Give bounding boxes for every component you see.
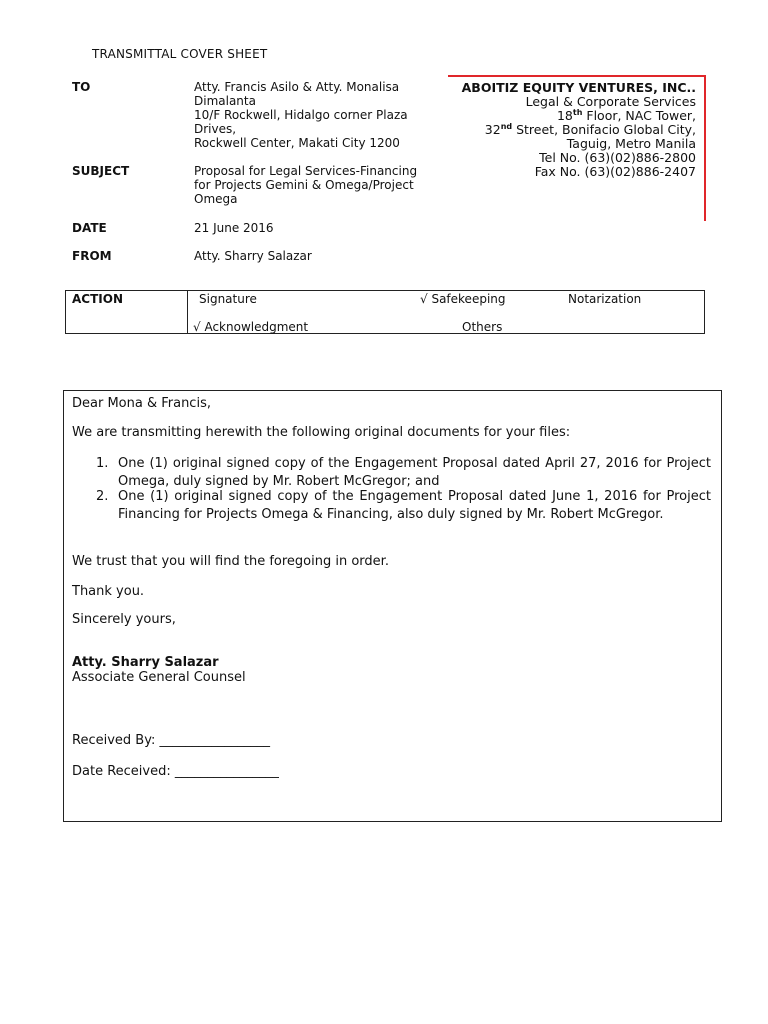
action-acknowledgment: √ Acknowledgment — [193, 320, 309, 334]
company-street: 32nd Street, Bonifacio Global City, — [484, 121, 696, 137]
salutation: Dear Mona & Francis, — [72, 396, 211, 411]
to-line: Rockwell Center, Makati City 1200 — [194, 136, 400, 150]
action-safekeeping: √ Safekeeping — [420, 292, 506, 306]
to-line: Dimalanta — [194, 94, 256, 108]
date-received-field: Date Received: ________________ — [72, 764, 279, 779]
signer-name: Atty. Sharry Salazar — [72, 655, 219, 670]
from-value: Atty. Sharry Salazar — [194, 249, 312, 263]
company-department: Legal & Corporate Services — [525, 94, 696, 109]
to-label: TO — [72, 80, 91, 94]
company-address — [462, 81, 696, 179]
subject-line: Proposal for Legal Services-Financing — [194, 164, 418, 178]
action-signature: Signature — [199, 292, 257, 306]
to-line: Drives, — [194, 122, 237, 136]
list-item-text: One (1) original signed copy of the Engagement Proposal dated April 27, 2016 for Project Omega, duly signed by Mr. Robert McGregor; and — [118, 456, 711, 489]
action-others: Others — [462, 320, 503, 334]
subject-value — [194, 164, 417, 206]
received-by-field: Received By: _________________ — [72, 733, 270, 748]
company-fax: Fax No. (63)(02)886-2407 — [534, 164, 696, 179]
action-table — [65, 290, 705, 334]
action-notarization: Notarization — [568, 292, 642, 306]
company-name: ABOITIZ EQUITY VENTURES, INC.. — [461, 80, 696, 95]
signer-title: Associate General Counsel — [72, 670, 246, 685]
company-floor: 18th Floor, NAC Tower, — [556, 107, 696, 123]
to-line: 10/F Rockwell, Hidalgo corner Plaza — [194, 108, 408, 122]
list-item — [96, 488, 711, 523]
list-item — [96, 455, 711, 490]
letter-body — [63, 390, 722, 822]
list-item-number: 1. — [96, 456, 109, 471]
document-title: TRANSMITTAL COVER SHEET — [92, 47, 268, 61]
date-value: 21 June 2016 — [194, 221, 274, 235]
company-tel: Tel No. (63)(02)886-2800 — [539, 150, 696, 165]
subject-line: for Projects Gemini & Omega/Project — [194, 178, 414, 192]
company-address-box — [448, 75, 706, 221]
subject-label: SUBJECT — [72, 164, 130, 178]
intro-paragraph: We are transmitting herewith the following original documents for your files: — [72, 425, 571, 440]
thanks-line: Thank you. — [72, 584, 145, 599]
from-label: FROM — [72, 249, 112, 263]
company-city: Taguig, Metro Manila — [566, 136, 696, 151]
to-value — [194, 80, 408, 150]
list-item-number: 2. — [96, 489, 109, 504]
list-item-text: One (1) original signed copy of the Engagement Proposal dated June 1, 2016 for Project Financing for Projects Omega & Financing, also duly signed by Mr. Robert McGregor. — [118, 489, 711, 522]
action-divider — [187, 291, 188, 333]
trust-paragraph: We trust that you will find the foregoing in order. — [72, 554, 389, 569]
date-label: DATE — [72, 221, 107, 235]
to-line: Atty. Francis Asilo & Atty. Monalisa — [194, 80, 400, 94]
action-label: ACTION — [72, 292, 123, 306]
closing-line: Sincerely yours, — [72, 612, 176, 627]
subject-line: Omega — [194, 192, 238, 206]
